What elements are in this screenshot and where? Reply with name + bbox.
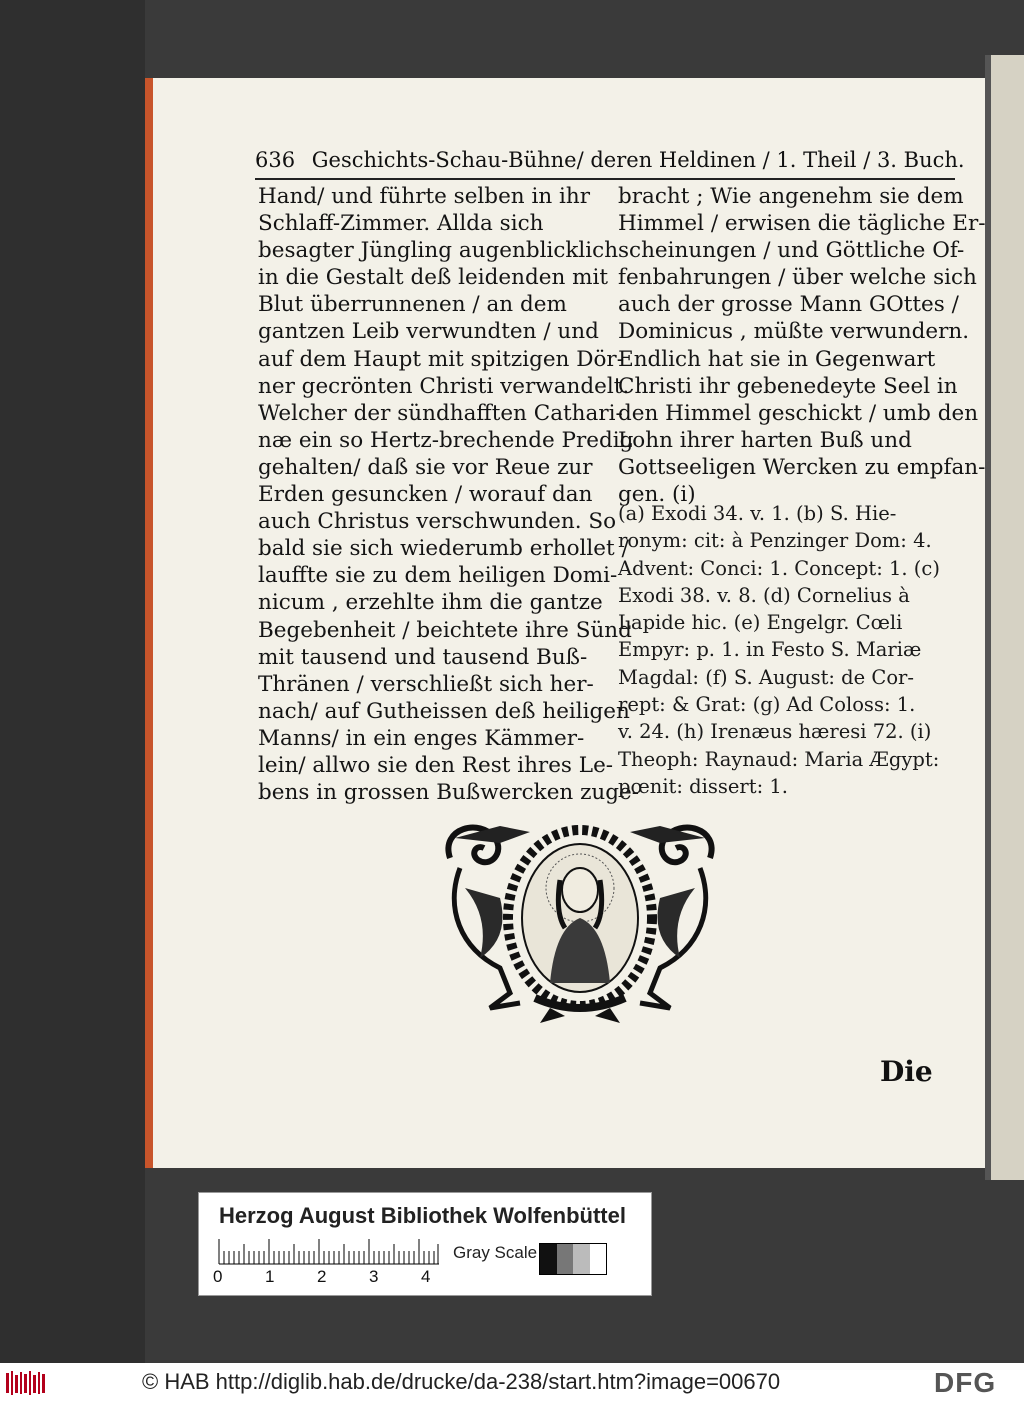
- text-line: lauffte sie zu dem heiligen Domi-: [258, 563, 618, 589]
- library-card-title: Herzog August Bibliothek Wolfenbüttel: [219, 1203, 626, 1228]
- text-line: Lohn ihrer harten Buß und: [618, 427, 912, 453]
- text-line: bald sie sich wiederumb erhollet /: [258, 536, 629, 562]
- text-line: mit tausend und tausend Buß-: [258, 644, 588, 670]
- text-line: den Himmel geschickt / umb den: [618, 400, 979, 426]
- header-rule: [255, 178, 955, 180]
- text-line: lein/ allwo sie den Rest ihres Le-: [258, 752, 614, 778]
- text-line: Begebenheit / beichtete ihre Sünd: [258, 617, 632, 643]
- library-card: [198, 1192, 652, 1296]
- text-line: auf dem Haupt mit spitzigen Dör-: [258, 346, 624, 372]
- text-line: Manns/ in ein enges Kämmer-: [258, 725, 585, 751]
- running-head-text: Geschichts-Schau-Bühne/ deren Heldinen / 1. Theil / 3. Buch.: [311, 148, 965, 172]
- text-line: Welcher der sündhafften Cathari-: [258, 400, 623, 426]
- running-head: [255, 148, 965, 172]
- facing-page-edge: [985, 55, 1024, 1180]
- text-line: auch der grosse Mann GOttes /: [618, 292, 959, 318]
- gray-swatch: [557, 1244, 574, 1274]
- footnotes: [618, 500, 958, 800]
- text-line: Blut überrunnenen / an dem: [258, 292, 567, 318]
- footnote-line: Lapide hic. (e) Engelgr. Cœli: [618, 611, 903, 635]
- footnote-line: Exodi 38. v. 8. (d) Cornelius à: [618, 583, 910, 607]
- ruler-number: 0: [213, 1267, 223, 1286]
- text-line: gantzen Leib verwundten / und: [258, 319, 599, 345]
- text-line: nach/ auf Gutheissen deß heiligen: [258, 698, 630, 724]
- text-line: Dominicus , müßte verwundern.: [618, 319, 970, 345]
- catchword: Die: [880, 1055, 933, 1088]
- footnote-line: Empyr: p. 1. in Festo S. Mariæ: [618, 638, 922, 662]
- text-column-left: [258, 183, 640, 806]
- text-line: Christi ihr gebenedeyte Seel in: [618, 373, 958, 399]
- text-line: Gottseeligen Wercken zu empfan-: [618, 454, 986, 480]
- scanner-background: [0, 0, 145, 1403]
- dfg-logo[interactable]: DFG: [934, 1367, 997, 1398]
- gray-scale-label: Gray Scale: [453, 1243, 538, 1262]
- text-line: gen. (i): [618, 482, 696, 508]
- text-line: in die Gestalt deß leidenden mit: [258, 265, 609, 291]
- ruler-number: 2: [317, 1267, 327, 1286]
- woodcut-portrait-ornament: [440, 818, 720, 1028]
- page-number: 636: [255, 148, 296, 172]
- text-line: gehalten/ daß sie vor Reue zur: [258, 454, 593, 480]
- text-line: bracht ; Wie angenehm sie dem: [618, 184, 964, 209]
- gray-scale-swatches: [539, 1243, 607, 1275]
- ruler-number: 4: [421, 1267, 431, 1286]
- page-red-edge: [145, 78, 153, 1168]
- gray-swatch: [540, 1244, 557, 1274]
- text-line: bens in grossen Bußwercken zuge-: [258, 780, 640, 806]
- text-line: Schlaff-Zimmer. Allda sich: [258, 211, 544, 237]
- text-line: næ ein so Hertz-brechende Predig: [258, 427, 634, 453]
- source-link[interactable]: © HAB http://diglib.hab.de/drucke/da-238/start.htm?image=00670: [142, 1369, 781, 1394]
- text-line: ner gecrönten Christi verwandelt.: [258, 373, 630, 399]
- text-line: Endlich hat sie in Gegenwart: [618, 346, 936, 372]
- ruler-number: 1: [265, 1267, 275, 1286]
- text-line: Hand/ und führte selben in ihr: [258, 184, 591, 209]
- text-line: nicum , erzehlte ihm die gantze: [258, 590, 603, 616]
- viewer-footer: [0, 1363, 1024, 1403]
- footnote-line: pœnit: dissert: 1.: [618, 774, 788, 798]
- footnote-line: (a) Exodi 34. v. 1. (b) S. Hie-: [618, 502, 897, 525]
- text-line: Erden gesuncken / worauf dan: [258, 482, 593, 508]
- ruler-number: 3: [369, 1267, 379, 1286]
- text-line: besagter Jüngling augenblicklich: [258, 238, 619, 264]
- footnote-line: Magdal: (f) S. August: de Cor-: [618, 665, 914, 689]
- footnote-line: Advent: Conci: 1. Concept: 1. (c): [618, 556, 940, 580]
- text-column-right: [618, 183, 986, 508]
- text-line: Himmel / erwisen die tägliche Er-: [618, 211, 986, 237]
- measurement-ruler: [219, 1239, 439, 1265]
- text-line: Thränen / verschließt sich her-: [258, 671, 594, 697]
- text-line: fenbahrungen / über welche sich: [618, 265, 977, 291]
- gray-swatch: [590, 1244, 607, 1274]
- footnote-line: Theoph: Raynaud: Maria Ægypt:: [618, 747, 940, 771]
- footnote-line: rept: & Grat: (g) Ad Coloss: 1.: [618, 693, 916, 717]
- gray-swatch: [573, 1244, 590, 1274]
- text-line: scheinungen / und Göttliche Of-: [618, 238, 965, 264]
- text-line: auch Christus verschwunden. So: [258, 509, 617, 535]
- hab-logo-icon[interactable]: [4, 1369, 48, 1397]
- footnote-line: ronym: cit: à Penzinger Dom: 4.: [618, 529, 932, 553]
- footnote-line: v. 24. (h) Irenæus hæresi 72. (i): [618, 720, 932, 744]
